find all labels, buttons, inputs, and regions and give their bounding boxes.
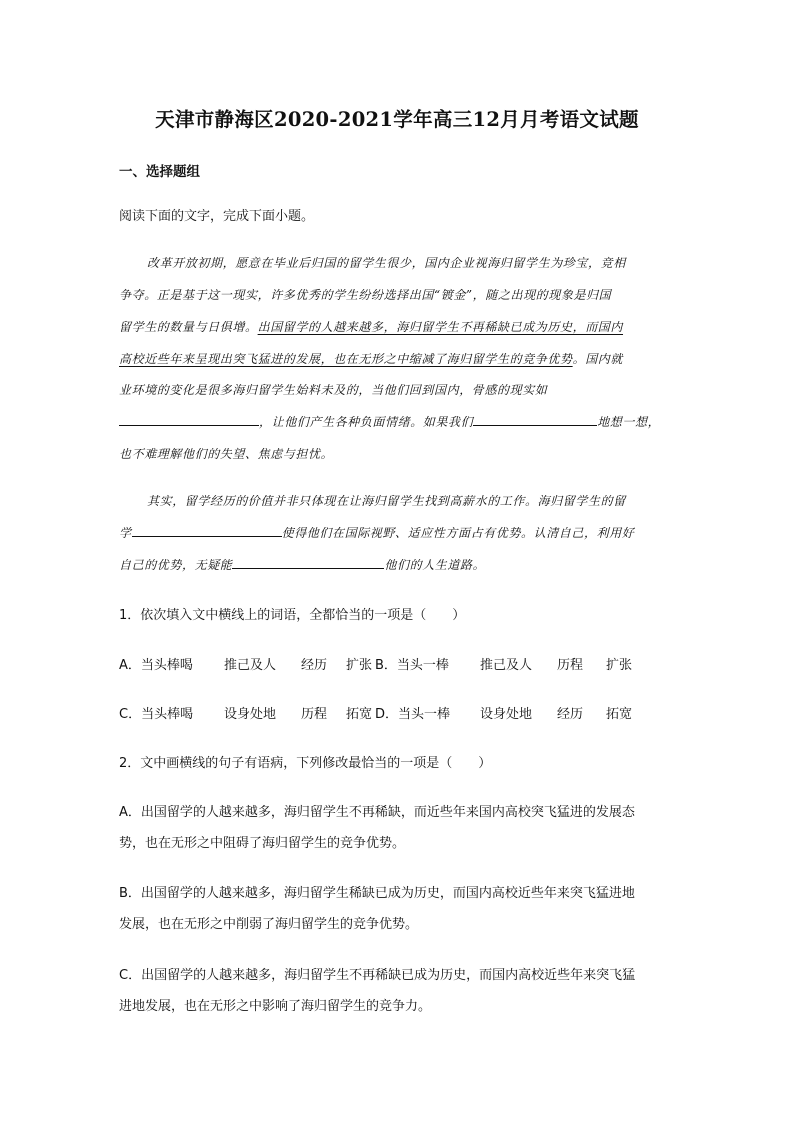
underlined-sentence: 出国留学的人越来越多，海归留学生不再稀缺已成为历史，而国内: [257, 320, 624, 334]
option-b-word: 历程: [557, 658, 584, 673]
question-2-stem: 2．文中画横线的句子有语病，下列修改最恰当的一项是（ ）: [119, 756, 492, 771]
instruction: 阅读下面的文字，完成下面小题。: [119, 209, 315, 224]
option-d-word: 经历: [557, 707, 584, 722]
option-a-word: 扩张: [346, 658, 373, 673]
option-a-line: A．出国留学的人越来越多，海归留学生不再稀缺，而近些年来国内高校突飞猛进的发展态: [119, 805, 635, 820]
section-heading: 一、选择题组: [119, 164, 200, 180]
option-b-word: 扩张: [606, 658, 633, 673]
fill-blank: [232, 556, 384, 569]
option-b-word: 推己及人: [480, 658, 533, 673]
passage-line: [119, 524, 634, 541]
fill-blank: [473, 413, 597, 426]
passage-text: ，让他们产生各种负面情绪。如果我们: [259, 415, 474, 429]
option-d-word: 拓宽: [606, 707, 633, 722]
question-1-options-cd: [119, 703, 632, 722]
passage-text: 留学生的数量与日俱增。: [119, 320, 258, 334]
passage-line: 争夺。正是基于这一现实，许多优秀的学生纷纷选择出国“镀金”，随之出现的现象是归国: [119, 288, 612, 302]
option-c-word: 设身处地: [224, 707, 277, 722]
option-c-word: 历程: [301, 707, 328, 722]
option-b-line: B．出国留学的人越来越多，海归留学生稀缺已成为历史，而国内高校近些年来突飞猛进地: [119, 886, 635, 901]
option-c-line: C．出国留学的人越来越多，海归留学生不再稀缺已成为历史，而国内高校近些年来突飞猛: [119, 968, 636, 983]
option-a-word: A．当头棒喝: [119, 658, 193, 673]
passage-text: 。国内就: [572, 352, 624, 366]
option-b-line: 发展，也在无形之中削弱了海归留学生的竞争优势。: [119, 917, 419, 932]
fill-blank: [119, 413, 259, 426]
passage-line: 其实，留学经历的价值并非只体现在让海归留学生找到高薪水的工作。海归留学生的留: [147, 494, 626, 508]
option-d-word: D．当头一棒: [375, 707, 451, 722]
underlined-sentence: 高校近些年来呈现出突飞猛进的发展，也在无形之中缩减了海归留学生的竞争优势: [119, 352, 573, 366]
page-title: 天津市静海区2020-2021学年高三12月月考语文试题: [155, 108, 639, 131]
option-d-word: 设身处地: [480, 707, 533, 722]
passage-text: 学: [119, 526, 132, 540]
question-1-options-ab: [119, 654, 632, 673]
passage-text: 自己的优势，无疑能: [119, 558, 233, 572]
passage-text: 他们的人生道路。: [384, 558, 486, 572]
option-c-word: C．当头棒喝: [119, 707, 194, 722]
option-a-line: 势，也在无形之中阻碍了海归留学生的竞争优势。: [119, 836, 406, 851]
passage-text: 使得他们在国际视野、适应性方面占有优势。认清自己，利用好: [281, 526, 635, 540]
passage-line: [119, 413, 660, 430]
passage-line: 业环境的变化是很多海归留学生始料未及的，当他们回到国内，骨感的现实如: [119, 383, 548, 397]
passage-line: 也不难理解他们的失望、焦虑与担忧。: [119, 447, 334, 461]
passage-line: [119, 556, 485, 573]
fill-blank: [132, 524, 282, 537]
passage-line: 改革开放初期，愿意在毕业后归国的留学生很少，国内企业视海归留学生为珍宝，竞相: [147, 256, 626, 270]
option-b-word: B．当头一棒: [375, 658, 449, 673]
passage-line: [119, 318, 623, 335]
question-1-stem: 1．依次填入文中横线上的词语，全都恰当的一项是（ ）: [119, 608, 466, 623]
option-c-word: 拓宽: [346, 707, 373, 722]
passage-text: 地想一想，: [597, 415, 661, 429]
passage-line: [119, 350, 623, 367]
option-c-line: 进地发展，也在无形之中影响了海归留学生的竞争力。: [119, 999, 432, 1014]
option-a-word: 推己及人: [224, 658, 277, 673]
option-a-word: 经历: [301, 658, 328, 673]
